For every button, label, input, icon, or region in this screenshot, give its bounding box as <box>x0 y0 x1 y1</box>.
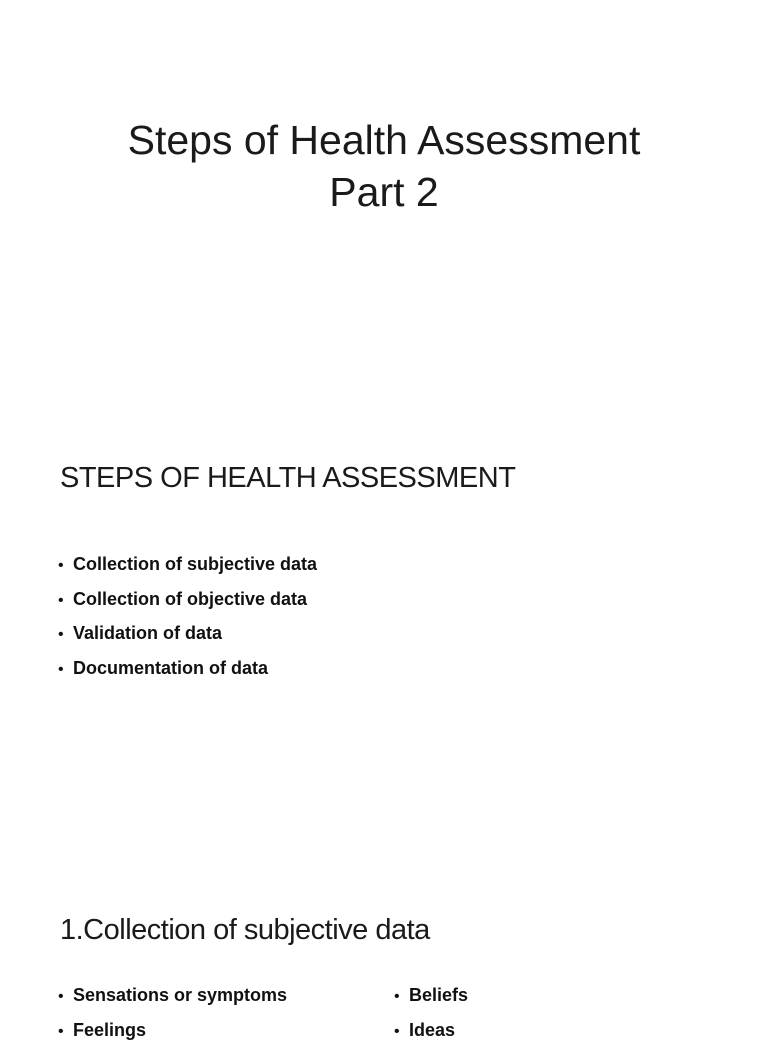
steps-bullet-list <box>58 548 317 686</box>
bullet-text: Beliefs <box>409 985 468 1005</box>
bullet-text: Sensations or symptoms <box>73 985 287 1005</box>
bullet-icon: • <box>58 585 73 618</box>
bullet-item <box>58 583 317 618</box>
bullet-text: Documentation of data <box>73 658 268 678</box>
bullet-text: Collection of subjective data <box>73 554 317 574</box>
bullet-icon: • <box>58 619 73 652</box>
bullet-text: Ideas <box>409 1020 455 1040</box>
bullet-icon: • <box>58 550 73 583</box>
slide-heading: 1.Collection of subjective data <box>60 912 430 948</box>
bullet-item <box>58 652 317 687</box>
bullet-icon: • <box>58 981 73 1014</box>
bullet-icon: • <box>394 981 409 1014</box>
bullet-text: Feelings <box>73 1020 146 1040</box>
bullet-text: Validation of data <box>73 623 222 643</box>
bullet-text: Collection of objective data <box>73 589 307 609</box>
bullet-list-right <box>394 979 468 1048</box>
slide-heading: STEPS OF HEALTH ASSESSMENT <box>60 460 515 496</box>
bullet-icon: • <box>58 1016 73 1048</box>
bullet-item <box>394 1014 468 1048</box>
bullet-icon: • <box>394 1016 409 1048</box>
title-line-2: Part 2 <box>0 166 768 218</box>
title-line-1: Steps of Health Assessment <box>0 114 768 166</box>
bullet-item <box>394 979 468 1014</box>
bullet-item <box>58 617 317 652</box>
bullet-list-left <box>58 979 287 1048</box>
bullet-icon: • <box>58 654 73 687</box>
bullet-item <box>58 548 317 583</box>
bullet-item <box>58 1014 287 1048</box>
slide-title <box>0 0 768 420</box>
bullet-item <box>58 979 287 1014</box>
slide-title-text <box>0 114 768 218</box>
slide-steps <box>0 420 768 890</box>
slide-subjective-data <box>0 890 768 1024</box>
